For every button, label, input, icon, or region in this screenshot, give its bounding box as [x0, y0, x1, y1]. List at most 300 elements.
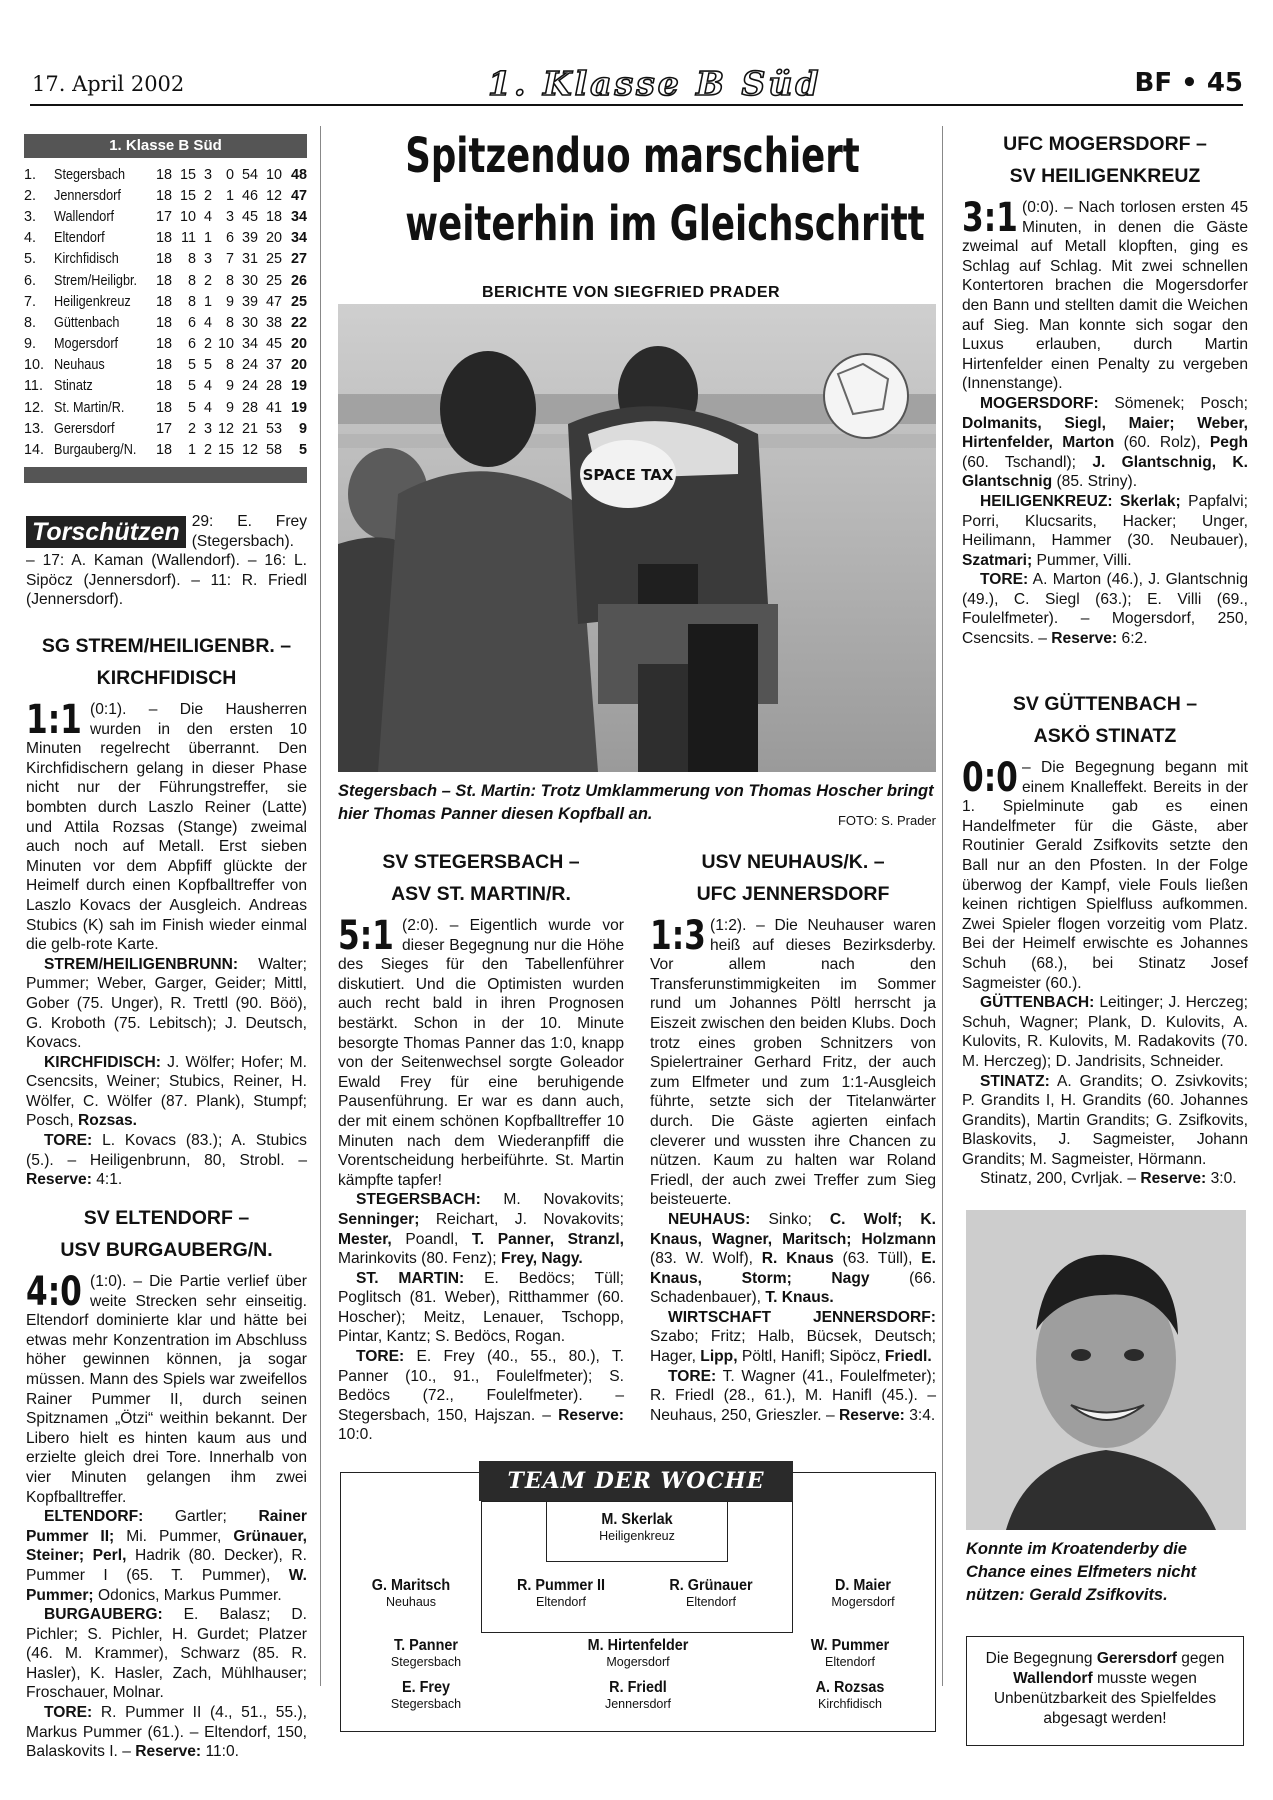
- standings-cell-ga: 10: [265, 166, 282, 183]
- stegersbach-report: (2:0). – Eigentlich wurde vor dieser Begegnung nur die Höhe des Sieges für den Tabellenführer diskutiert. Und die Optimisten wurden auch recht bald in ihren Prognosen bestärkt. Schon in der 10. Minute besorgte Thomas Panner das 1:0, knapp von der Seitenwechsel sorgte Goleador Ewald Frey für eine beruhigende Pausenführung. Er war es dann auch, der mit einem schönen Kopfballtreffer 10 Minuten nach dem Wiederanpfiff die Vorentscheidung herbeiführte. St. Martin kämpfte tapfer!: [338, 917, 624, 1189]
- standings-cell-pts: 19: [290, 378, 307, 395]
- standings-row: [24, 185, 307, 206]
- eltendorf-report: (1:0). – Die Partie verlief über weite Strecken sehr einseitig. Eltendorf dominierte klar und hätte bei etwas mehr Konzentration im Abschluss höher gewinnen können, ja sogar müssen. Mann des Spiels war zweifellos Rainer Pummer II, durch seinen Spitznamen „Ötzi“ weithin bekannt. Der Libero hielt es hinten kaum aus und erzielte gleich drei Tore. Innerhalb von vier Minuten gelangen ihm zwei Kopfballtreffer.: [26, 1273, 307, 1506]
- mogersdorf-l1a: Sömenek; Posch;: [1114, 394, 1248, 412]
- standings-cell-d: 2: [203, 336, 212, 353]
- headline-line-2: weiterhin im Gleichschritt: [405, 196, 925, 252]
- standings-cell-rank: 11.: [24, 378, 43, 395]
- standings-cell-ga: 25: [265, 251, 282, 268]
- neuhaus-heading-1: USV NEUHAUS/K. –: [701, 851, 885, 873]
- standings-cell-rank: 5.: [24, 251, 37, 268]
- neuhaus-reserve-label: Reserve:: [838, 1406, 905, 1424]
- standings-cell-ga: 20: [265, 230, 282, 247]
- standings-cell-rank: 9.: [24, 336, 37, 353]
- standings-cell-l: 8: [225, 272, 234, 289]
- tdw-def-2-name: R. Pummer II: [516, 1577, 606, 1594]
- tdw-def-1-name: G. Maritsch: [371, 1577, 451, 1594]
- standings-cell-pts: 5: [298, 442, 307, 459]
- standings-cell-d: 4: [203, 399, 212, 416]
- standings-cell-l: 9: [225, 399, 234, 416]
- stegersbach-heading-2: ASV ST. MARTIN/R.: [391, 883, 571, 905]
- standings-cell-w: 2: [187, 420, 196, 437]
- article-stegersbach: [338, 846, 624, 1445]
- eltendorf-reserve: 11:0.: [205, 1743, 239, 1761]
- standings-cell-w: 15: [179, 166, 196, 183]
- guettenbach-home-label: GÜTTENBACH:: [980, 994, 1095, 1012]
- neuhaus-home-label: NEUHAUS:: [668, 1210, 751, 1228]
- standings-cell-d: 3: [203, 166, 212, 183]
- eltendorf-score: 4:0: [26, 1269, 82, 1315]
- standings-grid: [24, 164, 307, 461]
- strem-report: (0:1). – Die Hausherren wurden in den ersten 10 Minuten regelrecht überrannt. Den Kirchfidischern gelang in dieser Phase nicht nur der Führungstreffer, sie bombten durch Laszlo Reiner (Latte) und Attila Rozsas (Stange) zweimal auch noch auf Metall. Erst sieben Minuten vor dem Abpfiff glückte der Heimelf durch einen Kopfballtreffer von Laszlo Kovacs der Ausgleich. Andreas Stubics (K) sah im Finish wieder einmal die gelb-rote Karte.: [26, 701, 307, 954]
- standings-row: [24, 334, 307, 355]
- stegersbach-l1d: Poandl,: [405, 1230, 459, 1248]
- standings-cell-ga: 38: [265, 314, 282, 331]
- standings-row: [24, 418, 307, 439]
- strem-heading-2: KIRCHFIDISCH: [96, 667, 237, 689]
- stegersbach-reserve: 10:0.: [338, 1426, 373, 1444]
- cancellation-notice: [966, 1636, 1244, 1746]
- standings-cell-w: 5: [187, 357, 196, 374]
- standings-cell-w: 5: [187, 378, 196, 395]
- strem-reserve: 4:1.: [96, 1171, 123, 1189]
- standings-cell-p: 18: [155, 272, 172, 289]
- tdw-gk-name: M. Skerlak: [601, 1511, 673, 1528]
- stegersbach-l1b3: T. Panner, Stranzl,: [471, 1230, 624, 1248]
- standings-cell-rank: 12.: [24, 399, 45, 416]
- standings-cell-gf: 46: [241, 187, 258, 204]
- eltendorf-away-lineup: E. Balasz; D. Pichler; S. Pichler, H. Gurdet; Platzer (46. M. Krammer), Schwarz (85. R. Hasler), K. Hasler, Zach, Mühlhauser; Froschauer, Molnar.: [26, 1606, 307, 1702]
- neuhaus-reserve: 3:4.: [909, 1406, 936, 1424]
- stegersbach-goals-label: TORE:: [356, 1348, 405, 1366]
- standings-cell-rank: 2.: [24, 187, 37, 204]
- standings-cell-team: Heiligenkreuz: [54, 293, 131, 310]
- standings-row: [24, 291, 307, 312]
- standings-cell-p: 18: [155, 293, 172, 310]
- mogersdorf-l1b2: Pegh: [1209, 434, 1248, 452]
- standings-cell-p: 18: [155, 357, 172, 374]
- column-rule-right: [942, 126, 943, 1686]
- stegersbach-home-label: STEGERSBACH:: [356, 1191, 481, 1209]
- tdw-def-4-club: Mogersdorf: [831, 1595, 895, 1609]
- portrait-graphic: [966, 1210, 1246, 1530]
- neuhaus-report: (1:2). – Die Neuhauser waren heiß auf dieses Bezirksderby. Vor allem nach den Transferunstimmigkeiten im Sommer rund um Johannes Pöltl herrscht ja Eiszeit zwischen den beiden Klubs. Doch trotz eines groben Schnitzers von Spielertrainer Gerhard Fritz, der auch zum Elfmeter und zum 1:1-Ausgleich führte, setzte sich der Titelanwärter durch. Die Gäste agierten einfach cleverer und wussten ihre Chancen zu nützen. Kaum zu halten war Roland Friedl, der auch zwei Treffer zum Sieg beisteuerte.: [650, 917, 936, 1209]
- standings-cell-gf: 28: [241, 399, 258, 416]
- mogersdorf-goals-label: TORE:: [980, 571, 1029, 589]
- standings-cell-gf: 34: [241, 336, 258, 353]
- standings-cell-w: 8: [187, 293, 196, 310]
- stegersbach-l1b1: Senninger;: [338, 1210, 420, 1228]
- standings-row: [24, 164, 307, 185]
- standings-cell-gf: 30: [241, 314, 258, 331]
- photo-caption: [338, 780, 936, 832]
- standings-row: [24, 228, 307, 249]
- standings-cell-d: 2: [203, 187, 212, 204]
- mogersdorf-l2b: Papfalvi; Porri, Klucsarits, Hacker; Unger, Heilimann, Hammer (30. Neubauer),: [962, 492, 1248, 550]
- standings-cell-gf: 21: [241, 420, 258, 437]
- tdw-def-2-club: Eltendorf: [535, 1595, 587, 1609]
- standings-cell-pts: 34: [290, 230, 307, 247]
- standings-cell-w: 11: [181, 230, 196, 247]
- stegersbach-l1b2: Mester,: [338, 1230, 392, 1248]
- standings-cell-rank: 1.: [24, 166, 37, 183]
- standings-row: [24, 206, 307, 227]
- standings-cell-p: 18: [155, 166, 172, 183]
- strem-home-lineup: Walter; Pummer; Weber, Garger, Geider; Mittl, Gober (75. Unger), R. Trettl (90. Böö), G. Kroboth (75. Lebitsch); J. Deutsch, Kovacs.: [26, 955, 307, 1052]
- eltendorf-heading-1: SV ELTENDORF –: [83, 1207, 250, 1229]
- standings-cell-p: 18: [155, 230, 172, 247]
- tdw-gk-box: [546, 1501, 728, 1562]
- standings-cell-team: Mogersdorf: [54, 336, 119, 353]
- standings-cell-d: 4: [203, 378, 212, 395]
- standings-cell-rank: 3.: [24, 208, 37, 225]
- tdw-def-3: [636, 1577, 786, 1609]
- stegersbach-l1b4: Frey, Nagy.: [500, 1250, 583, 1268]
- standings-cell-d: 2: [203, 442, 212, 459]
- standings-cell-ga: 45: [265, 336, 282, 353]
- eltendorf-goals: R. Pummer II (4., 51., 55.), Markus Pummer (61.). – Eltendorf, 150, Balaskovits I. –: [26, 1704, 307, 1761]
- article-mogersdorf: [962, 128, 1248, 649]
- article-eltendorf: [26, 1202, 307, 1762]
- standings-cell-team: Stinatz: [54, 378, 93, 395]
- standings-cell-ga: 41: [265, 399, 282, 416]
- standings-cell-pts: 20: [290, 357, 307, 374]
- standings-cell-d: 3: [203, 251, 212, 268]
- section-title: 1. Klasse B Süd: [488, 64, 822, 103]
- standings-cell-pts: 22: [290, 314, 307, 331]
- standings-cell-ga: 58: [265, 442, 282, 459]
- stegersbach-away-label: ST. MARTIN:: [356, 1269, 465, 1287]
- neuhaus-goals: T. Wagner (41., Foulelfmeter); R. Friedl (28., 61.), M. Hanifl (45.). – Neuhaus, 250, Grieszler. –: [650, 1367, 936, 1424]
- neuhaus-l2a: Szabo; Fritz; Halb, Bücsek, Deutsch; Hager,: [650, 1328, 936, 1366]
- mogersdorf-heading-1: UFC MOGERSDORF –: [1003, 133, 1207, 155]
- tdw-att-3-name: A. Rozsas: [815, 1679, 885, 1696]
- neuhaus-goals-label: TORE:: [668, 1367, 717, 1385]
- neuhaus-l1b3: E. Knaus, Storm; Nagy: [650, 1250, 936, 1287]
- tdw-att-3-club: Kirchfidisch: [818, 1697, 882, 1711]
- strem-away-bold: Rozsas.: [78, 1112, 137, 1130]
- standings-cell-p: 18: [155, 187, 172, 204]
- headline-line-1: Spitzenduo marschiert: [405, 128, 860, 184]
- guettenbach-score: 0:0: [962, 755, 1018, 801]
- mogersdorf-goals: A. Marton (46.), J. Glantschnig (49.), C. Siegl (63.); E. Villi (69., Foulelfmeter). – Mogersdorf, 250, Csencsits. –: [962, 571, 1248, 648]
- standings-cell-l: 12: [217, 420, 234, 437]
- page-number: BF • 45: [1134, 68, 1243, 98]
- eltendorf-l1b2: Grünauer, Steiner; Perl,: [26, 1527, 307, 1565]
- standings-cell-l: 9: [225, 378, 234, 395]
- standings-cell-d: 3: [203, 420, 212, 437]
- standings-table: [24, 134, 307, 483]
- standings-cell-p: 18: [155, 336, 172, 353]
- tdw-mid-1: [341, 1637, 511, 1669]
- neuhaus-away-label: WIRTSCHAFT JENNERSDORF:: [668, 1308, 936, 1326]
- standings-cell-l: 6: [225, 230, 234, 247]
- eltendorf-heading-2: USV BURGAUBERG/N.: [60, 1239, 273, 1261]
- neuhaus-l2b: Lipp,: [700, 1348, 738, 1366]
- standings-cell-team: Strem/Heiligbr.: [54, 272, 138, 289]
- tdw-att-1-name: E. Frey: [401, 1679, 451, 1696]
- standings-cell-pts: 26: [290, 272, 307, 289]
- mogersdorf-home-label: MOGERSDORF:: [980, 394, 1099, 412]
- eltendorf-l1e: Odonics, Markus Pummer.: [97, 1586, 282, 1604]
- article-guettenbach: [962, 688, 1248, 1189]
- tdw-mid-1-club: Stegersbach: [390, 1655, 462, 1669]
- standings-cell-ga: 53: [265, 420, 282, 437]
- standings-cell-gf: 45: [241, 208, 258, 225]
- mogersdorf-away-label: HEILIGENKREUZ:: [980, 492, 1113, 510]
- tdw-mid-2: [541, 1637, 735, 1669]
- stegersbach-heading-1: SV STEGERSBACH –: [382, 851, 580, 873]
- standings-cell-l: 8: [225, 314, 234, 331]
- standings-row: [24, 355, 307, 376]
- notice-team-2: Wallendorf: [1013, 1670, 1093, 1687]
- neuhaus-l1c: (83. W. Wolf),: [650, 1250, 753, 1268]
- standings-cell-d: 2: [203, 272, 212, 289]
- guettenbach-away-label: STINATZ:: [980, 1072, 1050, 1090]
- standings-cell-l: 9: [225, 293, 234, 310]
- standings-cell-rank: 7.: [24, 293, 37, 310]
- standings-row: [24, 376, 307, 397]
- standings-row: [24, 249, 307, 270]
- guettenbach-heading-2: ASKÖ STINATZ: [1033, 725, 1177, 747]
- header-rule: [30, 104, 1243, 106]
- standings-cell-w: 6: [187, 336, 196, 353]
- standings-cell-rank: 4.: [24, 230, 37, 247]
- standings-cell-rank: 14.: [24, 442, 45, 459]
- scorers-top: 29: E. Frey (Stegersbach).: [191, 513, 307, 550]
- neuhaus-l1b4: T. Knaus.: [765, 1289, 834, 1307]
- strem-away-lineup: J. Wölfer; Hofer; M. Csencsits, Weiner; Stubics, Reiner, H. Wölfer, C. Wölfer (87. Plank), Stumpf; Posch,: [26, 1053, 307, 1130]
- standings-cell-pts: 25: [290, 293, 307, 310]
- neuhaus-l1b1: C. Wolf; K. Knaus, Wagner, Maritsch; Holzmann: [650, 1210, 936, 1248]
- article-neuhaus: [650, 846, 936, 1425]
- strem-home-label: STREM/HEILIGENBRUNN:: [44, 955, 239, 973]
- byline: BERICHTE VON SIEGFRIED PRADER: [481, 284, 781, 301]
- standings-cell-team: Neuhaus: [54, 357, 105, 374]
- mogersdorf-l1e: (85. Striny).: [1056, 473, 1138, 491]
- neuhaus-l1a: Sinko;: [768, 1210, 812, 1228]
- guettenbach-reserve-label: Reserve:: [1140, 1170, 1207, 1188]
- mogersdorf-score: 3:1: [962, 195, 1018, 241]
- standings-cell-w: 10: [179, 208, 196, 225]
- tdw-att-2: [541, 1679, 735, 1711]
- mogersdorf-l2c: Szatmari;: [962, 551, 1033, 569]
- tdw-mid-3-name: W. Pummer: [810, 1637, 890, 1654]
- standings-cell-rank: 6.: [24, 272, 37, 289]
- match-photo-graphic: [338, 304, 936, 772]
- eltendorf-away-label: BURGAUBERG:: [44, 1606, 163, 1624]
- standings-cell-w: 15: [179, 187, 196, 204]
- standings-cell-rank: 10.: [24, 357, 45, 374]
- article-strem: [26, 630, 307, 1190]
- tdw-att-3: [765, 1679, 935, 1711]
- mogersdorf-heading-2: SV HEILIGENKREUZ: [1009, 165, 1201, 187]
- standings-cell-pts: 27: [290, 251, 307, 268]
- tdw-att-2-club: Jennersdorf: [604, 1697, 671, 1711]
- neuhaus-heading-2: UFC JENNERSDORF: [696, 883, 890, 905]
- standings-cell-rank: 8.: [24, 314, 37, 331]
- standings-cell-ga: 25: [265, 272, 282, 289]
- standings-cell-pts: 19: [290, 399, 307, 416]
- guettenbach-heading-1: SV GÜTTENBACH –: [1012, 693, 1198, 715]
- scorers-box: [26, 512, 307, 610]
- mogersdorf-l2a: Skerlak;: [1120, 492, 1181, 510]
- standings-cell-p: 18: [155, 251, 172, 268]
- standings-cell-p: 17: [155, 420, 172, 437]
- mogersdorf-reserve: 6:2.: [1121, 630, 1148, 648]
- stegersbach-l1e: Marinkovits (80. Fenz);: [338, 1250, 497, 1268]
- standings-cell-w: 6: [187, 314, 196, 331]
- standings-cell-p: 18: [155, 399, 172, 416]
- guettenbach-venue: Stinatz, 200, Cvrljak. –: [980, 1170, 1137, 1188]
- standings-cell-w: 8: [187, 272, 196, 289]
- stegersbach-reserve-label: Reserve:: [558, 1406, 624, 1424]
- standings-cell-gf: 39: [241, 293, 258, 310]
- neuhaus-l1e: (66. Schadenbauer),: [650, 1269, 936, 1307]
- standings-cell-p: 17: [155, 208, 172, 225]
- standings-cell-team: Eltendorf: [54, 230, 105, 247]
- mogersdorf-report: (0:0). – Nach torlosen ersten 45 Minuten, in denen die Gäste zweimal auf Metall klopften, ging es Schlag auf Schlag. Mit zwei schnellen Kontertoren brachen die Mogersdorfer den Bann und stellten damit die Weichen auf Sieg. Man konnte sich sogar den Luxus erlauben, durch Martin Hirtenfelder einen Penalty zu vergeben (Innenstange).: [962, 199, 1248, 393]
- standings-row: [24, 439, 307, 460]
- standings-cell-gf: 31: [241, 251, 258, 268]
- stegersbach-l1a: M. Novakovits;: [503, 1191, 624, 1209]
- eltendorf-l1d: Hadrik (80. Decker), R. Pummer I (65. T. Pummer),: [26, 1547, 307, 1584]
- standings-cell-pts: 48: [290, 166, 307, 183]
- tdw-gk-club: Heiligenkreuz: [599, 1529, 675, 1543]
- tdw-title: TEAM DER WOCHE: [507, 1468, 765, 1494]
- neuhaus-score: 1:3: [650, 913, 706, 959]
- stegersbach-score: 5:1: [338, 913, 394, 959]
- standings-cell-gf: 39: [241, 230, 258, 247]
- standings-cell-p: 18: [155, 442, 172, 459]
- standings-cell-gf: 30: [241, 272, 258, 289]
- eltendorf-goals-label: TORE:: [44, 1704, 93, 1722]
- standings-cell-rank: 13.: [24, 420, 45, 437]
- tdw-def-1: [341, 1577, 481, 1609]
- stegersbach-away-lineup: E. Bedöcs; Tüll; Poglitsch (81. Weber), Ritthammer (60. Hoscher); Meitz, Lenauer, Tschopp, Pintar, Kantz; S. Bedöcs, Rogan.: [338, 1269, 625, 1346]
- tdw-mid-3: [765, 1637, 935, 1669]
- mogersdorf-l1b3: J. Glantschnig, K. Glantschnig: [962, 453, 1248, 491]
- standings-cell-gf: 54: [241, 166, 258, 183]
- stegersbach-goals: E. Frey (40., 55., 80.), T. Panner (10., 91., Foulelfmeter); S. Bedöcs (72., Foulelfmeter). – Stegersbach, 150, Hajszan. –: [338, 1348, 624, 1424]
- standings-cell-gf: 12: [241, 442, 258, 459]
- neuhaus-l2d: Friedl.: [884, 1348, 932, 1366]
- standings-bottom-bar: [24, 467, 307, 483]
- standings-cell-team: Jennersdorf: [54, 187, 121, 204]
- tdw-def-4-name: D. Maier: [834, 1577, 892, 1594]
- mogersdorf-reserve-label: Reserve:: [1051, 630, 1118, 648]
- tdw-def-1-club: Neuhaus: [385, 1595, 437, 1609]
- standings-cell-l: 7: [225, 251, 234, 268]
- tdw-att-1-club: Stegersbach: [390, 1697, 462, 1711]
- standings-cell-ga: 47: [265, 293, 282, 310]
- standings-cell-l: 15: [217, 442, 234, 459]
- caption-text: Stegersbach – St. Martin: Trotz Umklammerung von Thomas Hoscher bringt hier Thomas Panner diesen Kopfball an.: [338, 782, 934, 823]
- eltendorf-reserve-label: Reserve:: [135, 1743, 202, 1761]
- standings-cell-d: 1: [203, 293, 212, 310]
- standings-cell-d: 1: [203, 230, 212, 247]
- standings-cell-team: Burgauberg/N.: [54, 442, 137, 459]
- mogersdorf-l1b1: Dolmanits, Siegl, Maier; Weber, Hirtenfelder, Marton: [962, 414, 1248, 452]
- strem-heading-1: SG STREM/HEILIGENBR. –: [41, 635, 292, 657]
- standings-row: [24, 312, 307, 333]
- eltendorf-l1b1: Rainer Pummer II;: [26, 1508, 307, 1545]
- portrait-photo: [966, 1210, 1246, 1530]
- mogersdorf-l1c: (60. Rolz),: [1123, 434, 1201, 452]
- standings-cell-team: Wallendorf: [54, 208, 115, 225]
- standings-cell-team: Kirchfidisch: [54, 251, 119, 268]
- standings-cell-gf: 24: [241, 357, 258, 374]
- mogersdorf-l2d: Pummer, Villi.: [1036, 551, 1132, 569]
- standings-row: [24, 270, 307, 291]
- strem-goals-label: TORE:: [44, 1132, 93, 1150]
- notice-team-1: Gerersdorf: [1096, 1650, 1177, 1667]
- standings-cell-team: Gerersdorf: [54, 420, 115, 437]
- shirt-sponsor: SPACE TAX: [582, 466, 674, 484]
- strem-goals: L. Kovacs (83.); A. Stubics (5.). – Heiligenbrunn, 80, Strobl. –: [26, 1132, 307, 1169]
- standings-cell-w: 1: [187, 442, 196, 459]
- scorers-rest: – 17: A. Kaman (Wallendorf). – 16: L. Sipöcz (Jennersdorf). – 11: R. Friedl (Jennersdorf).: [26, 552, 307, 609]
- standings-row: [24, 397, 307, 418]
- guettenbach-reserve: 3:0.: [1210, 1170, 1237, 1188]
- notice-text-a: Die Begegnung: [985, 1650, 1093, 1667]
- standings-cell-pts: 20: [290, 336, 307, 353]
- tdw-mid-3-club: Eltendorf: [824, 1655, 876, 1669]
- tdw-def-3-name: R. Grünauer: [669, 1577, 753, 1594]
- team-der-woche: [340, 1468, 936, 1732]
- standings-title: 1. Klasse B Süd: [24, 134, 307, 158]
- issue-date: 17. April 2002: [32, 72, 185, 96]
- tdw-mid-2-name: M. Hirtenfelder: [587, 1637, 689, 1654]
- standings-cell-team: Güttenbach: [54, 314, 120, 331]
- guettenbach-away-lineup: A. Grandits; O. Zsivkovits; P. Grandits I, H. Grandits (60. Johannes Grandits), Martin Grandits; G. Zsifkovits, Blaskovits, J. Sagmeister, Johann Grandits; M. Sagmeister, Hörmann.: [962, 1072, 1248, 1168]
- eltendorf-l1b3: W. Pummer;: [26, 1566, 307, 1604]
- stegersbach-l1c: Reichart, J. Novakovits;: [435, 1210, 624, 1228]
- standings-cell-l: 10: [217, 336, 234, 353]
- portrait-caption: Konnte im Kroatenderby die Chance eines Elfmeters nicht nützen: Gerald Zsifkovits.: [966, 1540, 1197, 1604]
- eltendorf-l1c: Mi. Pummer,: [126, 1527, 222, 1545]
- guettenbach-report: – Die Begegnung begann mit einem Knalleffekt. Bereits in der 1. Spielminute gab es einen Handelfmeter für die Gäste, aber Routinier Gerald Zsifkovits setzte den Ball nur an den Pfosten. In der Folge überwog der Kampf, viele Fouls ließen keinen richtigen Spielfluss aufkommen. Zwei Spieler flogen vorzeitig vom Platz. Bei der Heimelf erwischte es Johannes Schuh (68.), bei Stinatz Josef Sagmeister (60.).: [962, 759, 1248, 992]
- standings-cell-l: 8: [225, 357, 234, 374]
- standings-cell-p: 18: [155, 314, 172, 331]
- standings-cell-team: Stegersbach: [54, 166, 126, 183]
- match-photo: [338, 304, 936, 772]
- notice-text-e: musste wegen Unbenützbarkeit des Spielfeldes abgesagt werden!: [993, 1670, 1217, 1727]
- standings-cell-ga: 28: [265, 378, 282, 395]
- tdw-att-2-name: R. Friedl: [609, 1679, 667, 1696]
- standings-cell-l: 3: [225, 208, 234, 225]
- standings-cell-ga: 37: [265, 357, 282, 374]
- strem-score: 1:1: [26, 697, 82, 743]
- standings-cell-ga: 12: [265, 187, 282, 204]
- standings-cell-team: St. Martin/R.: [54, 399, 125, 416]
- strem-reserve-label: Reserve:: [26, 1171, 92, 1189]
- tdw-att-1: [341, 1679, 511, 1711]
- standings-cell-d: 4: [203, 314, 212, 331]
- notice-text-c: gegen: [1181, 1650, 1225, 1667]
- standings-cell-l: 0: [225, 166, 234, 183]
- standings-cell-w: 8: [187, 251, 196, 268]
- neuhaus-l2c: Pöltl, Hanifl; Sipöcz,: [741, 1348, 881, 1366]
- lead-headline: [326, 126, 936, 254]
- standings-cell-ga: 18: [265, 208, 282, 225]
- standings-cell-pts: 9: [298, 420, 307, 437]
- standings-cell-pts: 34: [290, 208, 307, 225]
- neuhaus-l1b2: R. Knaus: [761, 1250, 834, 1268]
- scorers-label: Torschützen: [26, 516, 186, 548]
- tdw-def-4: [791, 1577, 935, 1609]
- photo-credit: FOTO: S. Prader: [837, 813, 936, 828]
